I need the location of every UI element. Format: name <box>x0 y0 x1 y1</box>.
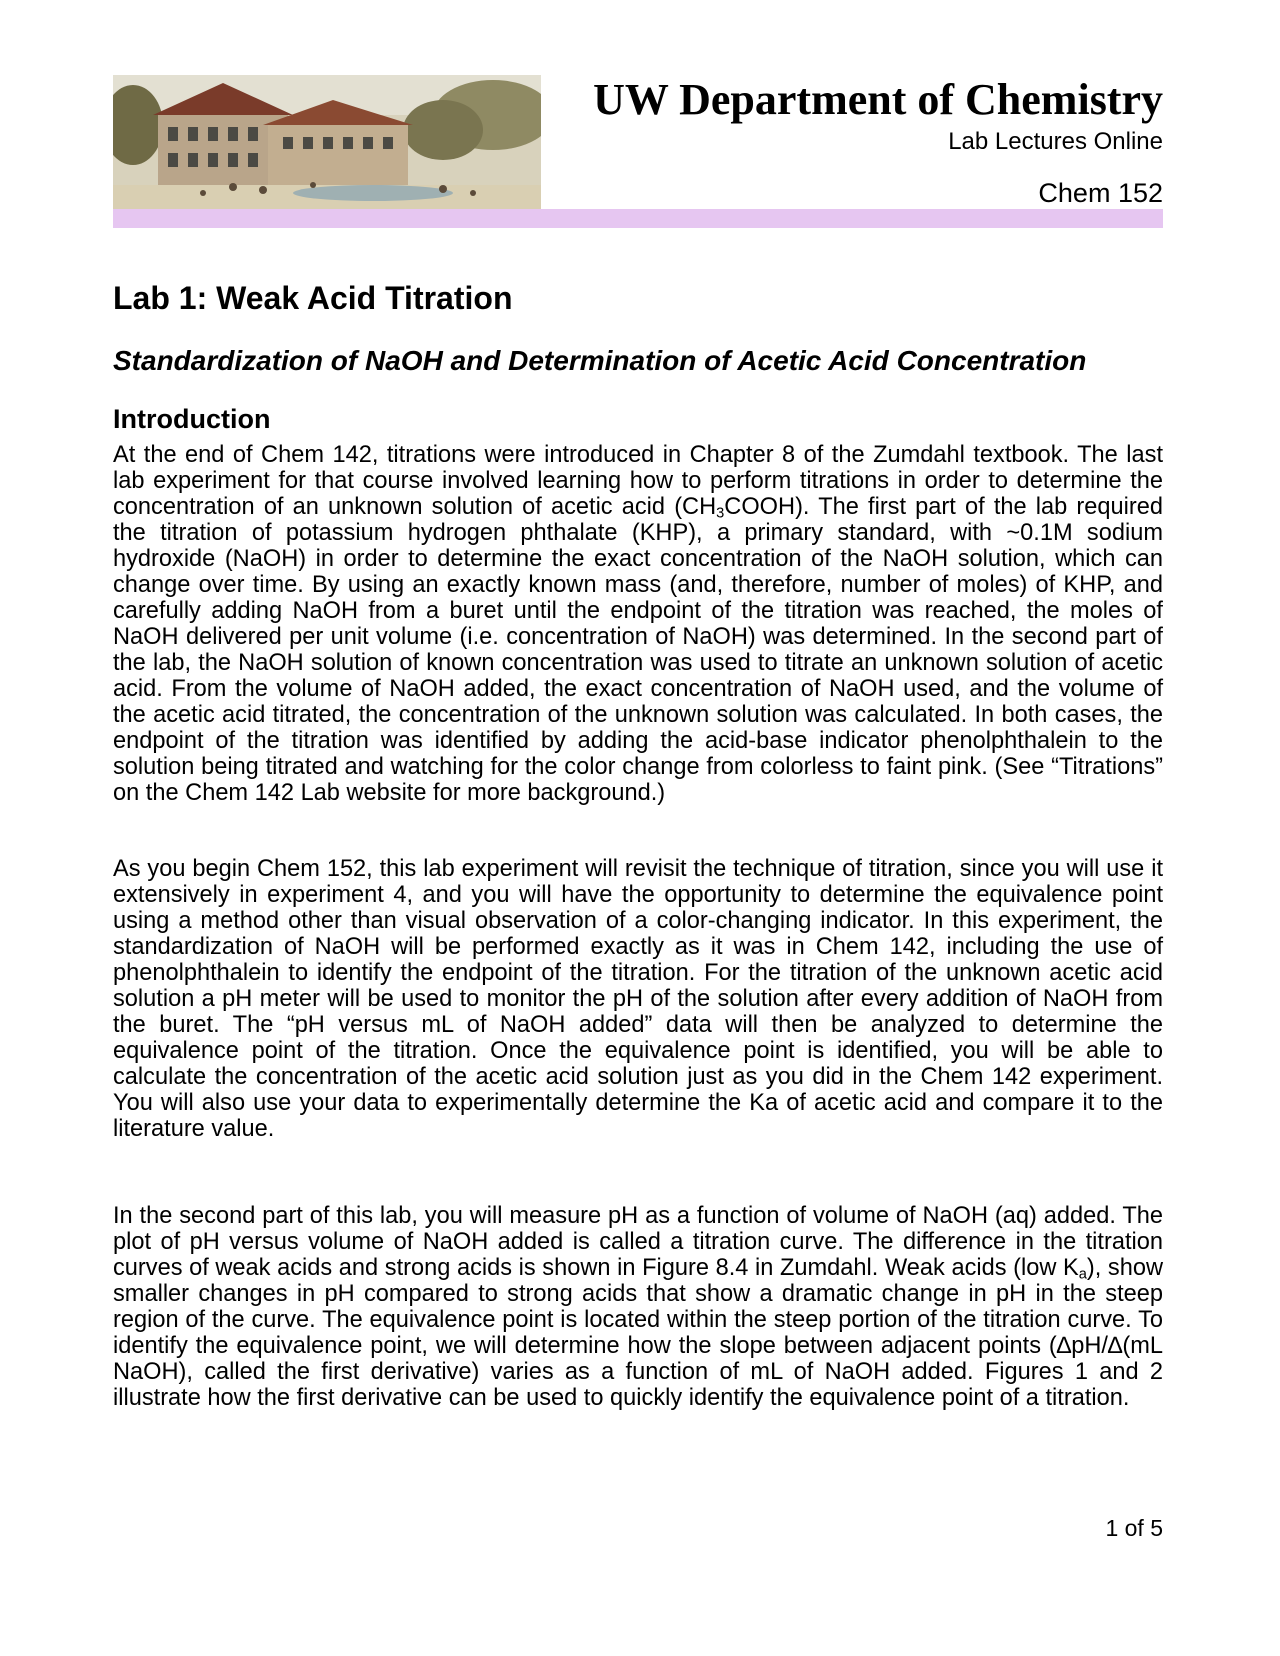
course-label: Chem 152 <box>1038 178 1163 208</box>
subscript: 3 <box>716 505 725 522</box>
intro-paragraph-2: As you begin Chem 152, this lab experiment will revisit the technique of titration, since you will use it extensively in experiment 4, and you will have the opportunity to determine the equivalence point using a method other than visual observation of a color-changing indicator. In this experiment, the standardization of NaOH will be performed exactly as it was in Chem 142, including the use of phenolphthalein to identify the endpoint of the titration. For the titration of the unknown acetic acid solution a pH meter will be used to monitor the pH of the solution after every addition of NaOH from the buret. The “pH versus mL of NaOH added” data will then be analyzed to determine the equivalence point of the titration. Once the equivalence point is identified, you will be able to calculate the concentration of the acetic acid solution just as you did in the Chem 142 experiment. You will also use your data to experimentally determine the Ka of acetic acid and compare it to the literature value. <box>113 856 1163 1142</box>
campus-building-illustration <box>113 75 541 210</box>
site-subtitle: Lab Lectures Online <box>948 128 1163 155</box>
page-number: 1 of 5 <box>1105 1515 1163 1541</box>
lab-subtitle: Standardization of NaOH and Determination of Acetic Acid Concentration <box>113 345 1087 376</box>
section-heading-introduction: Introduction <box>113 404 271 434</box>
page-header <box>113 72 1163 232</box>
paragraph-text: In the second part of this lab, you will measure pH as a function of volume of NaOH (aq) added. The plot of pH versus volume of NaOH added is called a titration curve. The difference in the titration curves of weak acids and strong acids is shown in Figure 8.4 in Zumdahl. Weak acids (low K <box>113 1203 1163 1281</box>
paragraph-text: COOH). The first part of the lab required the titration of potassium hydrogen phthalate (KHP), a primary standard, with ~0.1M sodium hydroxide (NaOH) in order to determine the exact concentration of the NaOH solution, which can change over time. By using an exactly known mass (and, therefore, number of moles) of KHP, and carefully adding NaOH from a buret until the endpoint of the titration was reached, the moles of NaOH delivered per unit volume (i.e. concentration of NaOH) was determined. In the second part of the lab, the NaOH solution of known concentration was used to titrate an unknown solution of acetic acid. From the volume of NaOH added, the exact concentration of NaOH used, and the volume of the acetic acid titrated, the concentration of the unknown solution was calculated. In both cases, the endpoint of the titration was identified by adding the acid-base indicator phenolphthalein to the solution being titrated and watching for the color change from colorless to faint pink. (See “Titrations” on the Chem 142 Lab website for more background.) <box>113 494 1163 806</box>
document-page <box>113 72 1163 1541</box>
subscript: a <box>1078 1266 1087 1283</box>
intro-paragraph-3 <box>113 1203 1163 1411</box>
lab-title: Lab 1: Weak Acid Titration <box>113 280 513 316</box>
department-title: UW Department of Chemistry <box>593 75 1163 124</box>
paragraph-text: At the end of Chem 142, titrations were introduced in Chapter 8 of the Zumdahl textbook. The last lab experiment for that course involved learning how to perform titrations in order to determine the concentration of an unknown solution of acetic acid (CH <box>113 442 1163 520</box>
paragraph-text: ), show smaller changes in pH compared to strong acids that show a dramatic change in pH in the steep region of the curve. The equivalence point is located within the steep portion of the titration curve. To identify the equivalence point, we will determine how the slope between adjacent points (∆pH/∆(mL NaOH), called the first derivative) varies as a function of mL of NaOH added. Figures 1 and 2 illustrate how the first derivative can be used to quickly identify the equivalence point of a titration. <box>113 1255 1163 1411</box>
campus-banner-image <box>113 75 541 210</box>
header-divider <box>113 209 1163 228</box>
intro-paragraph-1 <box>113 442 1163 806</box>
